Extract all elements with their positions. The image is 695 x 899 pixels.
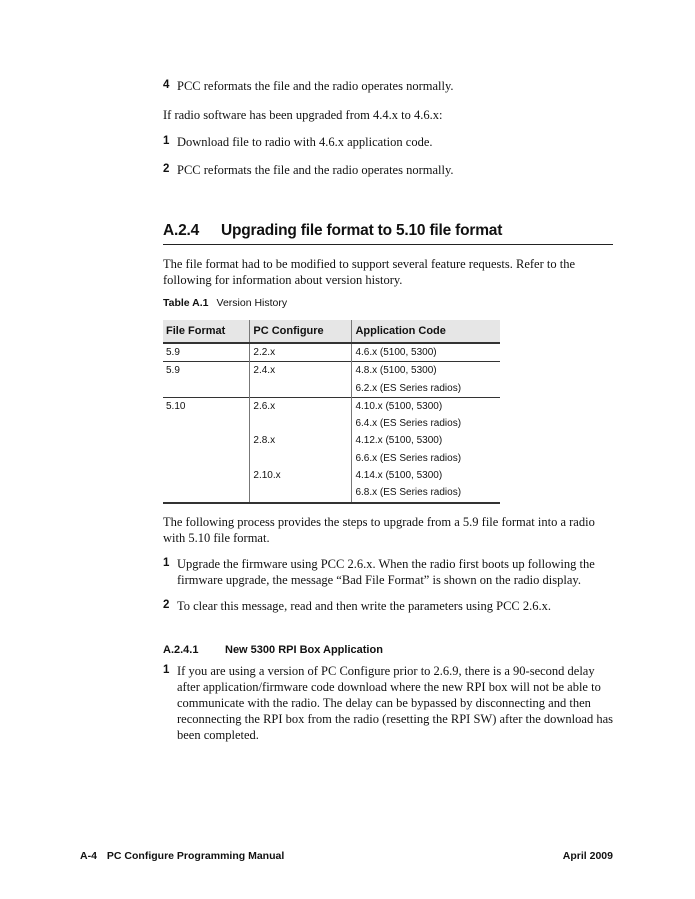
list-number: 4 — [163, 79, 170, 91]
table-cell — [250, 450, 352, 467]
table-cell: 5.9 — [166, 347, 180, 358]
table-cell: 2.6.x — [250, 397, 352, 415]
footer-page: A-4 — [80, 850, 97, 862]
table-cell — [163, 450, 250, 467]
subsection-title: New 5300 RPI Box Application — [225, 644, 383, 656]
table-cell: 4.12.x (5100, 5300) — [352, 432, 500, 449]
table-row — [163, 432, 500, 449]
table-cell — [250, 484, 352, 502]
list-number: 2 — [163, 163, 170, 175]
table-cell: 6.8.x (ES Series radios) — [352, 484, 500, 502]
table-cell: 4.14.x (5100, 5300) — [352, 467, 500, 484]
paragraph: If radio software has been upgraded from 4.4.x to 4.6.x: — [163, 108, 443, 122]
table-row — [163, 467, 500, 484]
list-number: 2 — [163, 599, 170, 611]
table-row — [163, 362, 500, 380]
table-cell: 5.10 — [163, 397, 250, 415]
footer-left — [80, 850, 284, 862]
table-header: Application Code — [352, 320, 500, 343]
table-cell: 5.9 — [163, 362, 250, 380]
list-item: PCC reformats the file and the radio operates normally. — [177, 163, 454, 177]
table-header: File Format — [163, 320, 250, 343]
table-row — [163, 415, 500, 432]
subsection-heading — [163, 644, 383, 656]
list-number: 1 — [163, 557, 170, 569]
table-header: PC Configure — [250, 320, 352, 343]
table-cell — [163, 467, 250, 484]
paragraph: The following process provides the steps to upgrade from a 5.9 file format into a radio with 5.10 file format. — [163, 515, 595, 545]
table-caption-label: Table A.1 — [163, 297, 209, 309]
table-cell: 6.4.x (ES Series radios) — [352, 415, 500, 432]
list-item: PCC reformats the file and the radio operates normally. — [177, 79, 454, 93]
table-cell — [163, 415, 250, 432]
section-heading — [163, 222, 613, 245]
table-cell — [163, 380, 250, 398]
table-cell: 6.6.x (ES Series radios) — [352, 450, 500, 467]
subsection-number: A.2.4.1 — [163, 644, 199, 656]
footer-date: April 2009 — [562, 850, 613, 862]
table-row — [163, 450, 500, 467]
list-item: Download file to radio with 4.6.x application code. — [177, 135, 433, 149]
table-row — [163, 397, 500, 415]
list-number: 1 — [163, 664, 170, 676]
section-title: Upgrading file format to 5.10 file format — [221, 222, 503, 239]
table-cell — [250, 415, 352, 432]
table-cell: 2.8.x — [250, 432, 352, 449]
table-cell — [163, 484, 250, 502]
table-cell: 2.2.x — [250, 343, 352, 362]
table-cell: 4.8.x (5100, 5300) — [352, 362, 500, 380]
section-number: A.2.4 — [163, 222, 200, 239]
paragraph: The file format had to be modified to support several feature requests. Refer to the following for information about version history. — [163, 257, 576, 287]
table-cell — [163, 432, 250, 449]
table-cell: 2.4.x — [250, 362, 352, 380]
table-cell: 6.2.x (ES Series radios) — [352, 380, 500, 398]
list-item: Upgrade the firmware using PCC 2.6.x. When the radio first boots up following the firmware upgrade, the message “Bad File Format” is shown on the radio display. — [177, 557, 595, 587]
table-row — [163, 343, 500, 362]
footer-title: PC Configure Programming Manual — [106, 850, 285, 862]
list-item: If you are using a version of PC Configure prior to 2.6.9, there is a 90-second delay after application/firmware code download where the new RPI box will not be able to communicate with the radio. The delay can be bypassed by disconnecting and then reconnecting the RPI box from the radio (resetting the RPI SW) after the download has been completed. — [177, 664, 613, 742]
table-cell: 2.10.x — [250, 467, 352, 484]
table-cell — [250, 380, 352, 398]
table-caption-text: Version History — [216, 297, 288, 309]
table-row — [163, 380, 500, 398]
version-history-table — [163, 320, 500, 504]
table-caption — [163, 297, 287, 309]
list-number: 1 — [163, 135, 170, 147]
list-item: To clear this message, read and then write the parameters using PCC 2.6.x. — [177, 599, 552, 613]
table-cell: 4.6.x (5100, 5300) — [352, 343, 500, 362]
table-row — [163, 484, 500, 502]
table-cell: 4.10.x (5100, 5300) — [352, 397, 500, 415]
